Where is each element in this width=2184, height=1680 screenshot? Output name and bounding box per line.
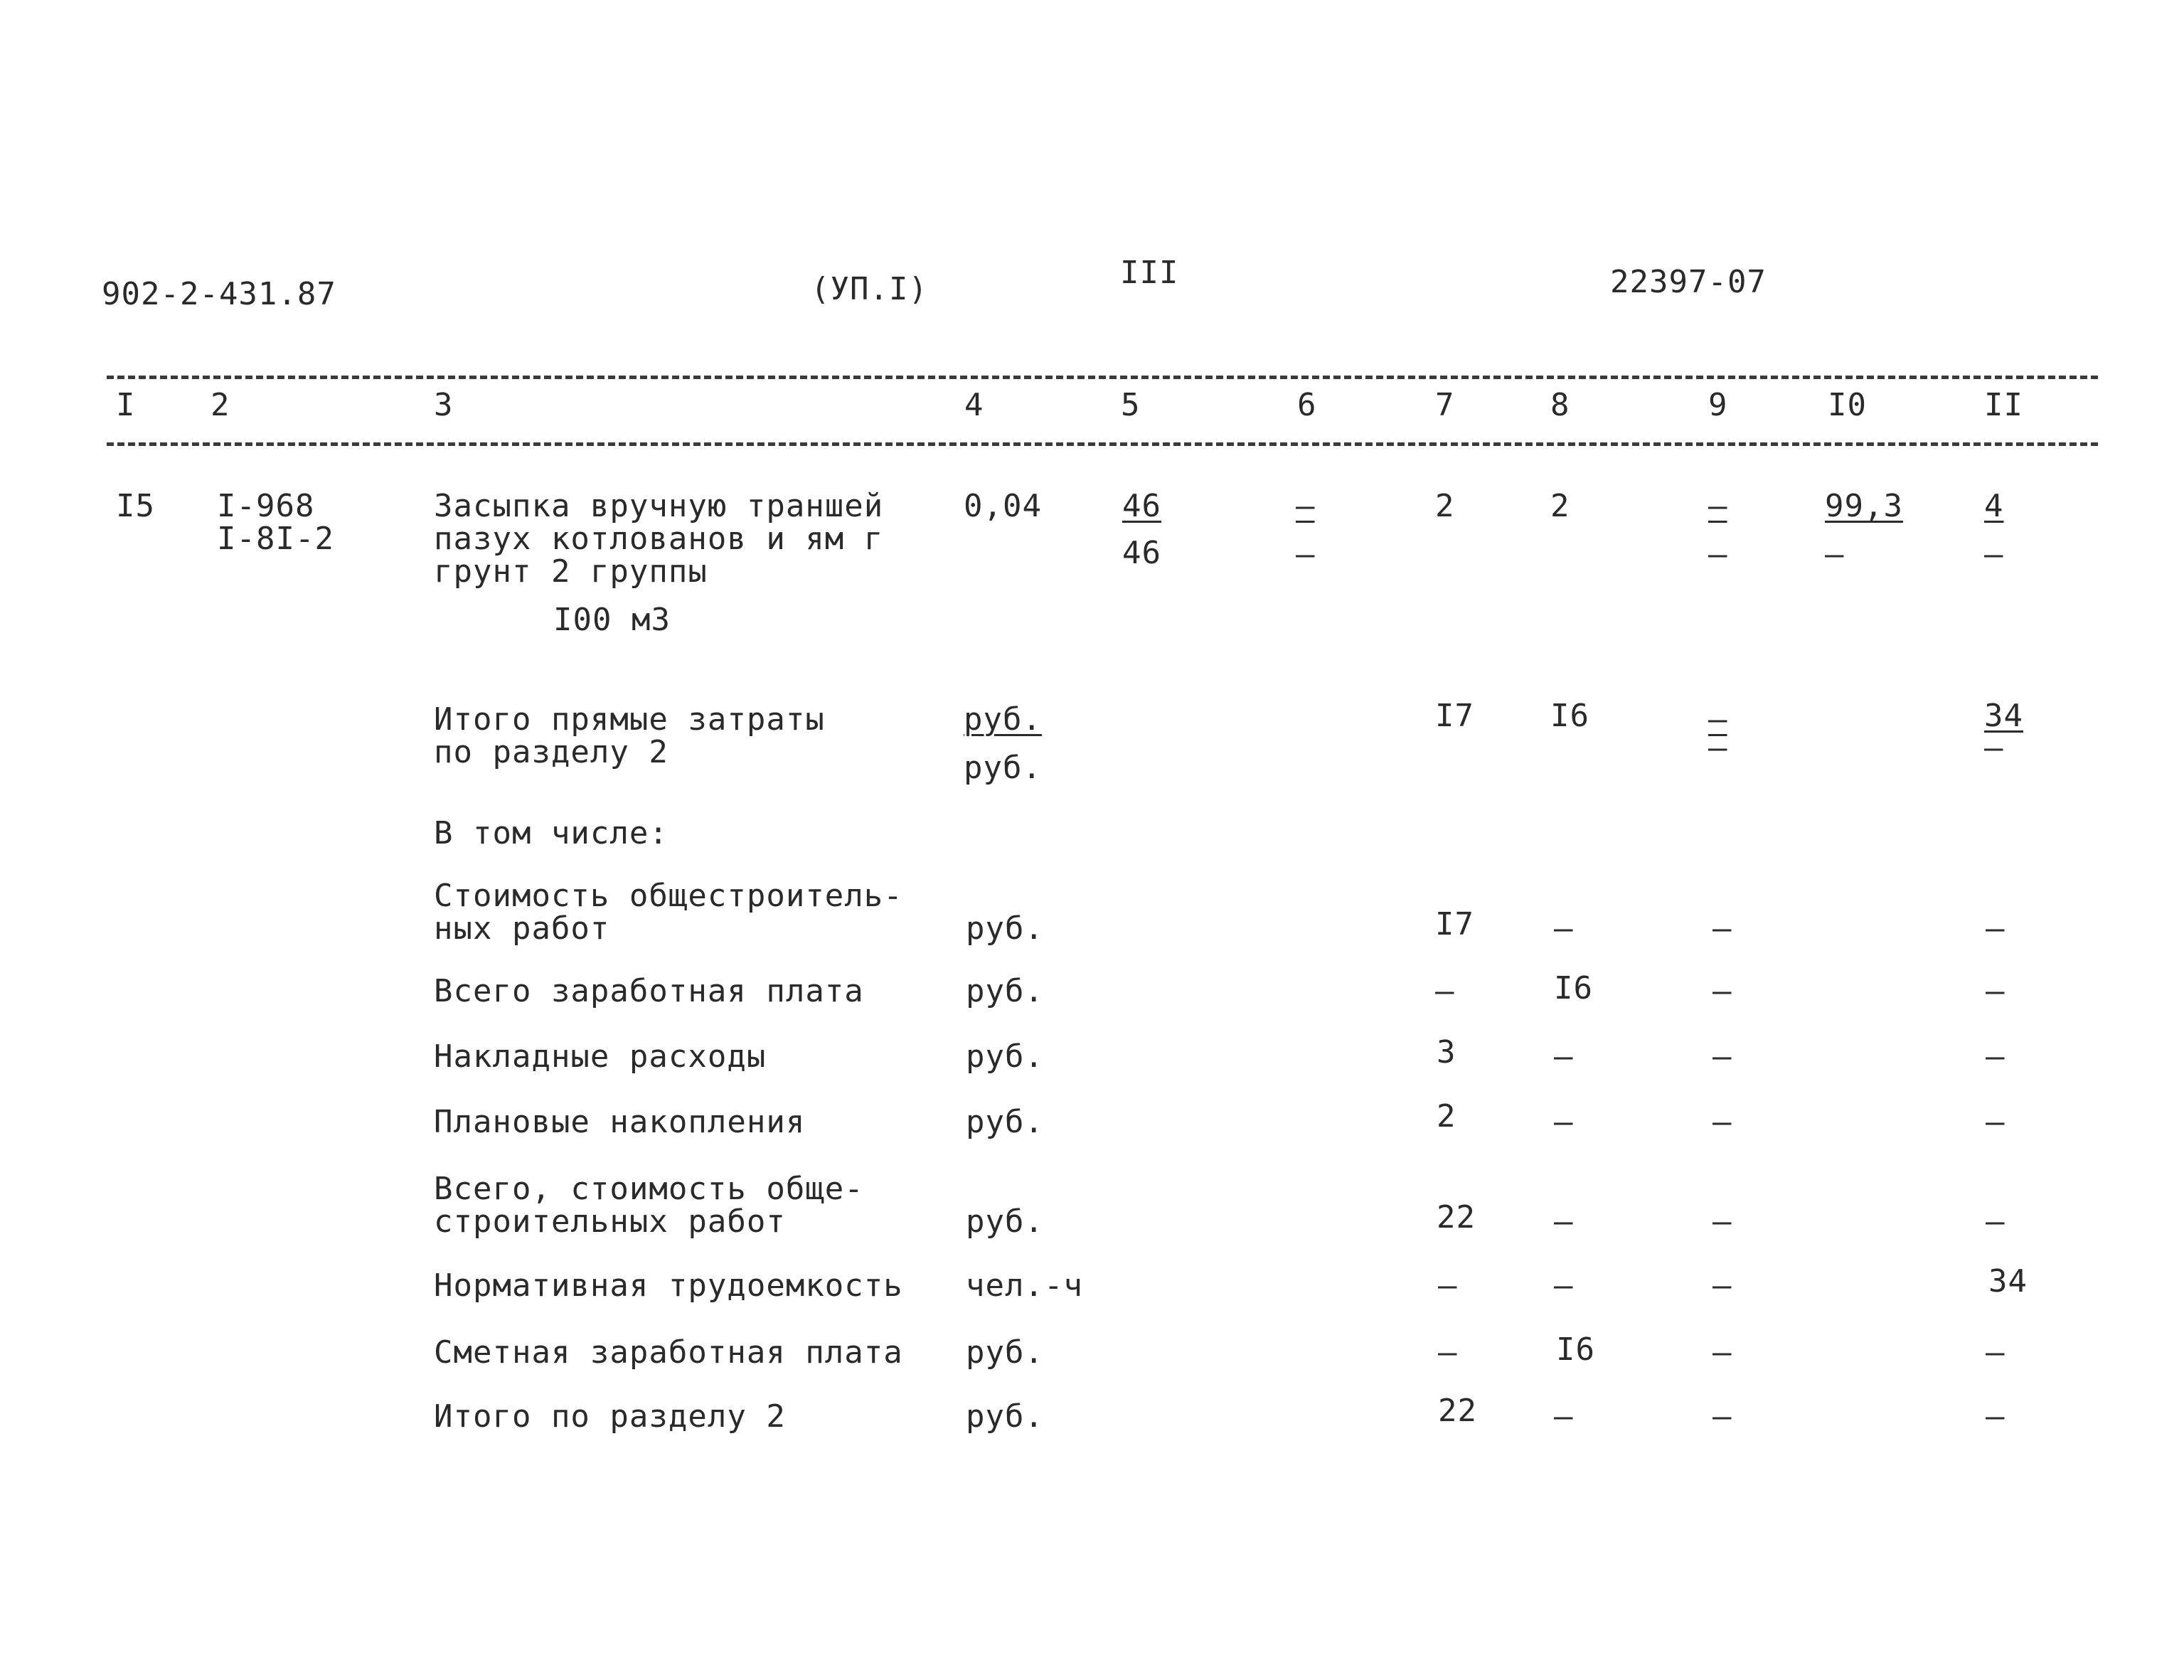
row-c7: I7 — [1435, 906, 1474, 942]
row-c7: 3 — [1437, 1034, 1456, 1070]
row-unit: чел.-ч — [966, 1267, 1083, 1304]
item-qty: 0,04 — [964, 488, 1042, 524]
row-c11: – — [1986, 1038, 2005, 1075]
page-number: III — [1120, 255, 1179, 291]
row-c9: – — [1712, 973, 1732, 1009]
row-c9: – — [1712, 1334, 1732, 1371]
row-c11: – — [1986, 1398, 2005, 1435]
total-direct-label-2: по разделу 2 — [434, 734, 668, 770]
row-c7: 2 — [1437, 1098, 1456, 1134]
row-c11: – — [1986, 1203, 2005, 1240]
col-header-7: 7 — [1435, 387, 1455, 423]
item-code-1: I-968 — [217, 488, 315, 524]
row-unit: руб. — [966, 1038, 1044, 1075]
col-header-1: I — [116, 387, 136, 423]
row-c9: – — [1712, 1267, 1732, 1304]
total-direct-c11-bottom: – — [1984, 730, 2003, 766]
row-c8: I6 — [1554, 970, 1593, 1006]
total-direct-unit-top: руб. — [964, 701, 1042, 738]
row-c11: – — [1986, 1334, 2005, 1371]
row-label: Накладные расходы — [434, 1038, 767, 1075]
row-label: Всего заработная плата — [434, 973, 864, 1009]
item-desc-1: Засыпка вручную траншей — [434, 488, 884, 524]
row-c8: – — [1554, 1104, 1573, 1140]
row-c9: – — [1712, 910, 1732, 947]
row-c8: – — [1554, 1203, 1573, 1240]
col-header-9: 9 — [1708, 387, 1728, 423]
total-direct-label-1: Итого прямые затраты — [434, 701, 825, 738]
item-unit: I00 м3 — [553, 602, 671, 638]
item-c11-top: 4 — [1984, 488, 2004, 524]
item-c9-top: – — [1708, 488, 1727, 524]
row-c7: – — [1438, 1267, 1457, 1304]
col-header-3: 3 — [434, 387, 454, 423]
total-direct-c9-bottom: – — [1708, 730, 1727, 766]
row-c8: – — [1554, 910, 1573, 947]
row-c7: 22 — [1437, 1199, 1476, 1235]
item-c7: 2 — [1435, 488, 1455, 524]
row-c11: – — [1986, 1104, 2005, 1140]
table-rule-bottom — [107, 442, 2098, 446]
col-header-11: II — [1984, 387, 2023, 423]
row-c9: – — [1712, 1203, 1732, 1240]
total-direct-c11-top: 34 — [1984, 698, 2023, 734]
item-c5-bottom: 46 — [1122, 535, 1161, 571]
col-header-5: 5 — [1121, 387, 1141, 423]
row-label: Итого по разделу 2 — [434, 1398, 786, 1435]
item-c11-bottom: – — [1984, 536, 2003, 573]
archive-number: 22397-07 — [1610, 264, 1767, 300]
total-direct-c7: I7 — [1435, 698, 1474, 734]
row-label-1: Стоимость общестроитель- — [434, 878, 903, 914]
row-label-2: ных работ — [434, 910, 610, 947]
row-c11: – — [1986, 910, 2005, 947]
col-header-10: I0 — [1828, 387, 1867, 423]
row-c8: – — [1554, 1398, 1573, 1435]
album-ref: (УП.I) — [811, 271, 928, 307]
doc-code: 902-2-431.87 — [102, 276, 336, 312]
row-c9: – — [1712, 1038, 1732, 1075]
total-direct-c9-top: – — [1708, 701, 1727, 738]
row-unit: руб. — [966, 910, 1044, 947]
row-c8: I6 — [1556, 1331, 1595, 1368]
row-unit: руб. — [966, 1203, 1044, 1240]
including-label: В том числе: — [434, 815, 668, 851]
item-c10-bottom: – — [1825, 536, 1844, 573]
item-c6-bottom: – — [1296, 536, 1315, 573]
row-label-1: Всего, стоимость обще- — [434, 1171, 864, 1207]
total-direct-unit-bottom: руб. — [964, 750, 1042, 786]
item-number: I5 — [116, 488, 155, 524]
item-code-2: I-8I-2 — [217, 521, 334, 557]
row-c7: – — [1438, 1334, 1457, 1371]
row-unit: руб. — [966, 973, 1044, 1009]
row-c7: 22 — [1438, 1393, 1477, 1429]
row-label: Плановые накопления — [434, 1104, 806, 1140]
row-c8: – — [1554, 1267, 1573, 1304]
row-c7: – — [1435, 973, 1454, 1009]
row-label: Нормативная трудоемкость — [434, 1267, 903, 1304]
col-header-8: 8 — [1550, 387, 1570, 423]
row-unit: руб. — [966, 1334, 1044, 1371]
row-c8: – — [1554, 1038, 1573, 1075]
row-unit: руб. — [966, 1104, 1044, 1140]
row-label-2: строительных работ — [434, 1203, 786, 1240]
col-header-2: 2 — [211, 387, 230, 423]
item-desc-2: пазух котлованов и ям г — [434, 521, 884, 557]
row-c11: – — [1986, 973, 2005, 1009]
row-c9: – — [1712, 1398, 1732, 1435]
row-label: Сметная заработная плата — [434, 1334, 903, 1371]
item-c10-top: 99,3 — [1825, 488, 1903, 524]
item-c8: 2 — [1550, 488, 1570, 524]
table-rule-top — [107, 376, 2098, 379]
col-header-4: 4 — [964, 387, 984, 423]
item-c6-top: – — [1296, 488, 1315, 524]
row-unit: руб. — [966, 1398, 1044, 1435]
item-c9-bottom: – — [1708, 536, 1727, 573]
item-c5-top: 46 — [1122, 488, 1161, 524]
item-desc-3: грунт 2 группы — [434, 553, 708, 590]
col-header-6: 6 — [1297, 387, 1317, 423]
row-c11: 34 — [1988, 1263, 2028, 1299]
row-c9: – — [1712, 1104, 1732, 1140]
total-direct-c8: I6 — [1550, 698, 1589, 734]
